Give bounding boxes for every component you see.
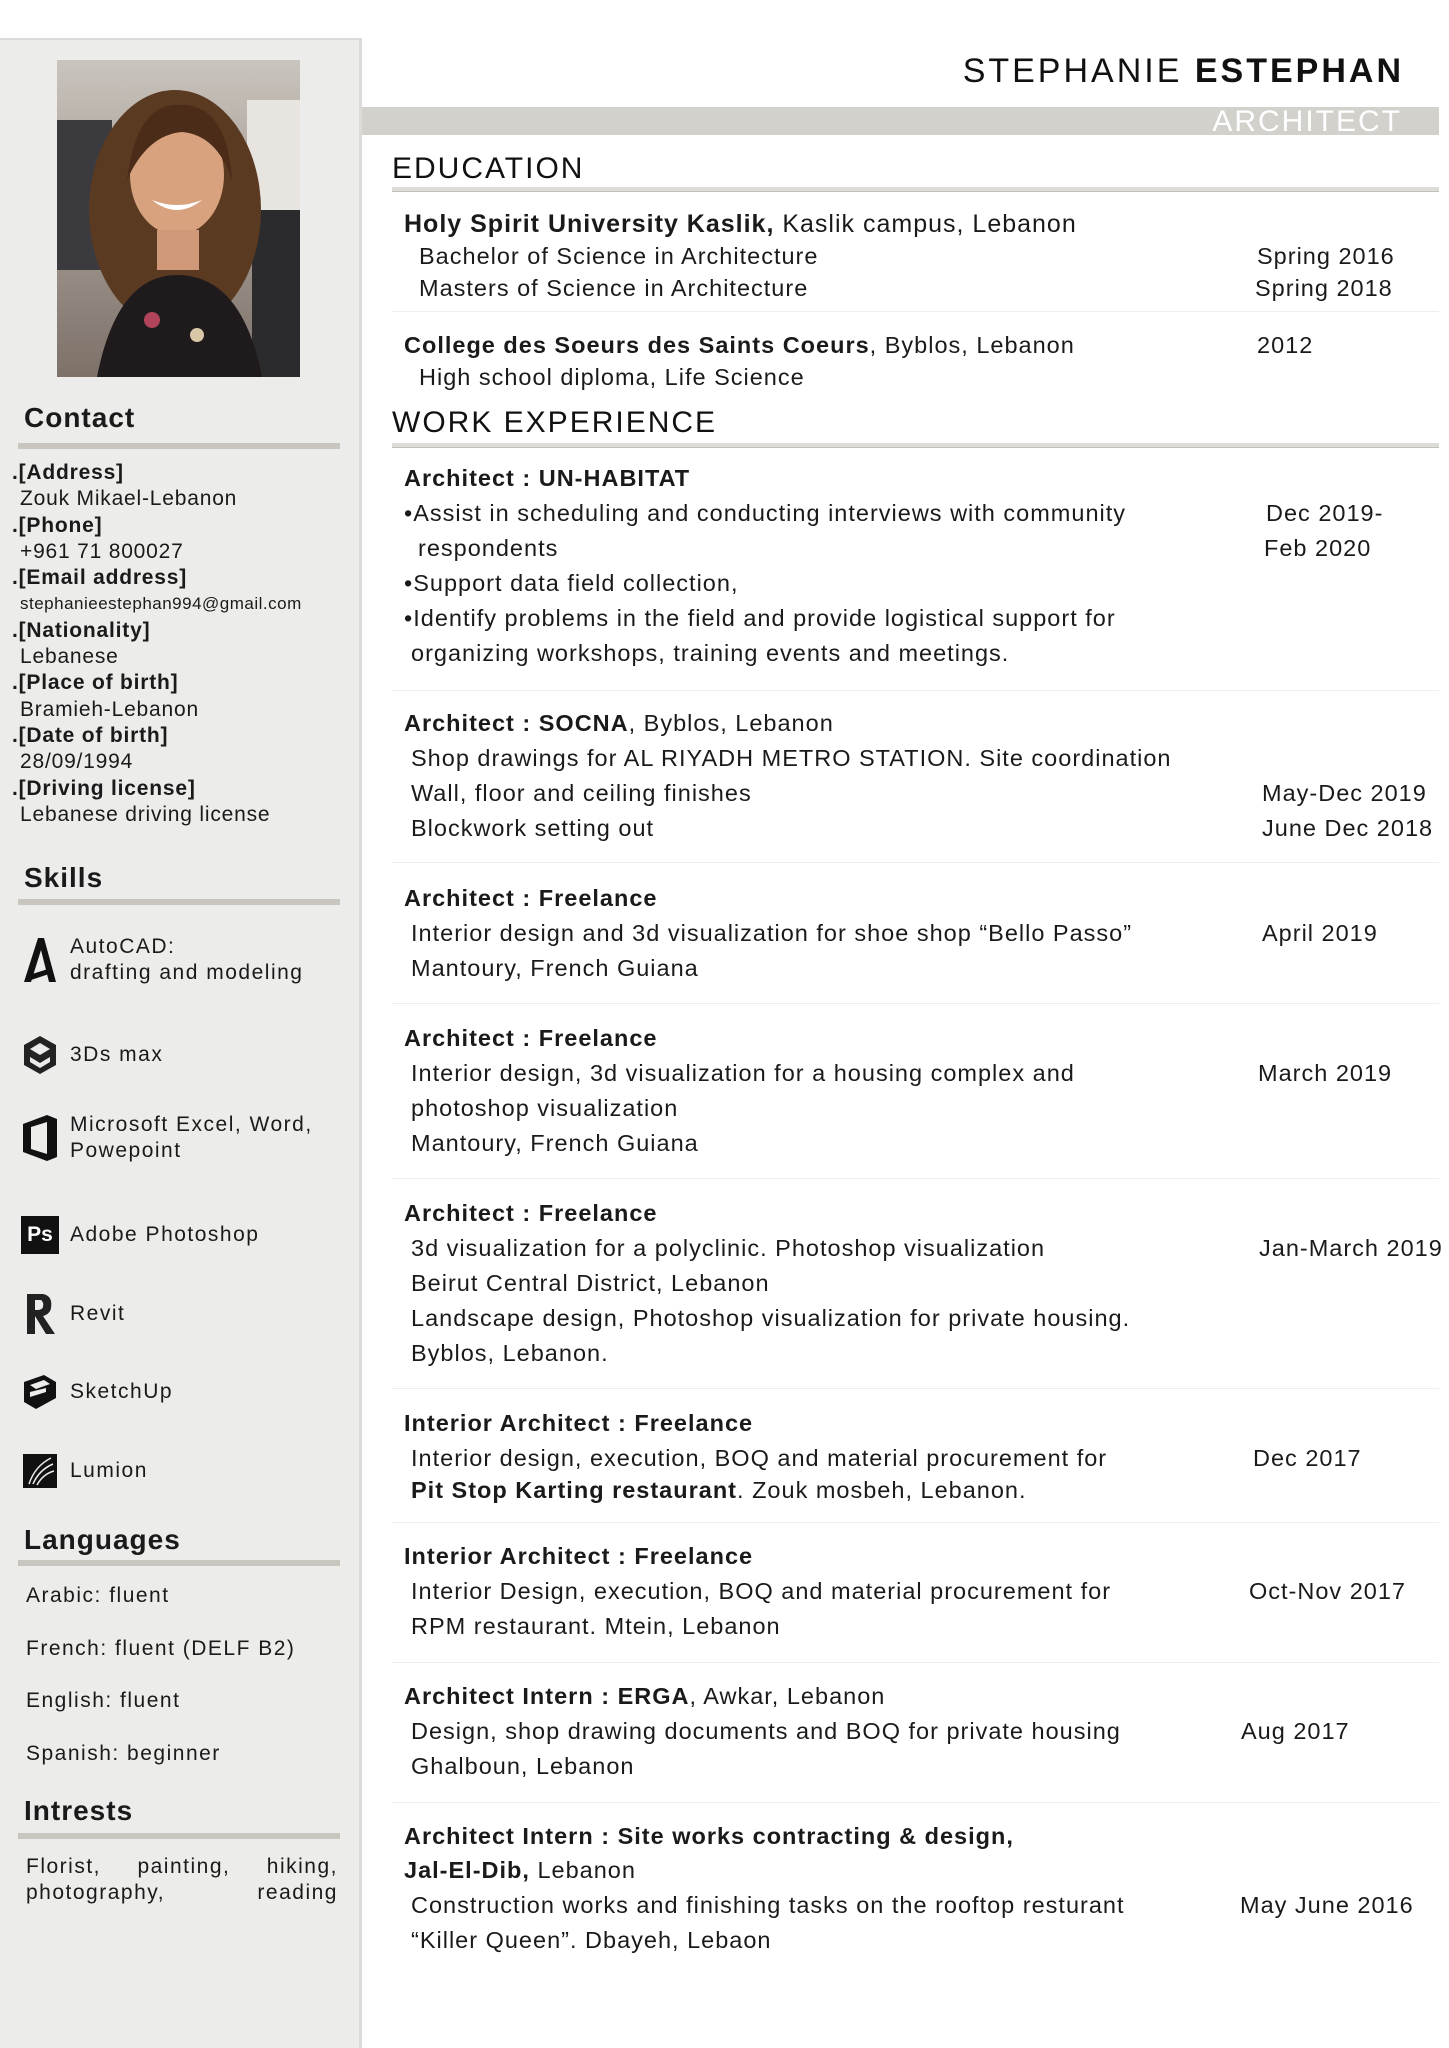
email-value[interactable]: stephanieestephan994@gmail.com — [20, 594, 302, 614]
job-title — [404, 1683, 885, 1710]
degree: Masters of Science in Architecture — [419, 275, 809, 301]
divider — [392, 1662, 1439, 1663]
skill-label: Powepoint — [70, 1139, 182, 1162]
skill-label: Revit — [70, 1302, 126, 1325]
job-detail: RPM restaurant. Mtein, Lebanon — [411, 1613, 781, 1639]
first-name: STEPHANIE — [962, 52, 1183, 90]
education-divider — [392, 187, 1439, 192]
job-detail-rest: . Zouk mosbeh, Lebanon. — [737, 1477, 1027, 1503]
job-detail: photoshop visualization — [411, 1095, 679, 1121]
job-company: Freelance — [634, 1543, 754, 1569]
revit-icon — [20, 1290, 60, 1338]
job-date: April 2019 — [1262, 920, 1378, 946]
photoshop-badge: Ps — [21, 1216, 59, 1254]
job-company: Freelance — [634, 1410, 754, 1436]
contact-heading: Contact — [24, 402, 136, 433]
school-bold: College des Soeurs des Saints Coeurs — [404, 332, 870, 358]
school-name — [404, 332, 1075, 359]
job-bullet: organizing workshops, training events and meetings. — [411, 640, 1010, 666]
job-detail: Byblos, Lebanon. — [411, 1340, 609, 1366]
job-detail: 3d visualization for a polyclinic. Photoshop visualization — [411, 1235, 1046, 1261]
skill-revit — [20, 1284, 125, 1344]
divider — [392, 311, 1439, 312]
job-role: Architect : UN-HABITAT — [404, 465, 691, 491]
contact-label: .[Phone] — [12, 513, 103, 537]
divider — [392, 1388, 1439, 1389]
job-date: June Dec 2018 — [1262, 815, 1434, 841]
skill-label: AutoCAD: — [70, 935, 176, 958]
contact-label: .[Date of birth] — [12, 723, 169, 747]
portrait-image — [57, 60, 300, 377]
contact-value: Bramieh-Lebanon — [20, 697, 199, 721]
skills-heading: Skills — [24, 862, 104, 893]
job-date: Dec 2019- — [1266, 500, 1384, 526]
job-company: SOCNA — [538, 710, 629, 736]
job-role: Architect : — [404, 1200, 539, 1226]
job-company: Freelance — [538, 1200, 658, 1226]
divider — [392, 862, 1439, 863]
divider — [392, 1178, 1439, 1179]
contact-label: .[Address] — [12, 461, 124, 484]
skill-autocad — [20, 930, 303, 990]
job-date: Aug 2017 — [1241, 1718, 1350, 1744]
job-title: ARCHITECT — [1212, 105, 1402, 138]
divider — [392, 1802, 1439, 1803]
job-company: ERGA — [617, 1683, 690, 1709]
edu-date: Spring 2018 — [1255, 275, 1393, 301]
job-location: , Byblos, Lebanon — [628, 710, 834, 736]
job-role: Architect : — [404, 710, 539, 736]
job-title — [404, 1200, 657, 1227]
interests-line: photography, reading — [26, 1881, 338, 1904]
contact-value: 28/09/1994 — [20, 750, 134, 774]
job-detail: Design, shop drawing documents and BOQ for private housing — [411, 1718, 1121, 1744]
job-date: March 2019 — [1258, 1060, 1393, 1086]
skills-divider — [18, 899, 340, 905]
language-item: Spanish: beginner — [26, 1742, 221, 1765]
degree: High school diploma, Life Science — [419, 364, 805, 390]
education-heading: EDUCATION — [392, 152, 585, 185]
job-detail: Blockwork setting out — [411, 815, 655, 841]
skill-label: Microsoft Excel, Word, — [70, 1113, 313, 1136]
job-bullet: respondents — [418, 535, 559, 561]
contact-label: .[Driving license] — [12, 776, 196, 800]
languages-heading: Languages — [24, 1524, 181, 1555]
contact-value: +961 71 800027 — [20, 539, 184, 563]
job-company: Freelance — [538, 1025, 658, 1051]
divider — [392, 1522, 1439, 1523]
divider — [392, 690, 1439, 691]
language-item: Arabic: fluent — [26, 1584, 170, 1607]
job-title — [404, 1025, 657, 1052]
skill-label: SketchUp — [70, 1380, 174, 1403]
job-company: Site works contracting & design, — [617, 1823, 1014, 1849]
job-bullet: •Support data field collection, — [404, 570, 739, 596]
job-title — [404, 885, 657, 912]
skill-office — [20, 1108, 313, 1168]
interests-text — [26, 1854, 338, 1906]
job-bullet: •Identify problems in the field and provide logistical support for — [404, 605, 1116, 631]
school-rest: , Byblos, Lebanon — [869, 332, 1075, 358]
photoshop-icon — [20, 1211, 60, 1259]
contact-value: Lebanese driving license — [20, 802, 271, 826]
contact-divider — [18, 443, 340, 449]
job-title-cont — [404, 1857, 636, 1884]
contact-label: .[Email address] — [12, 566, 188, 590]
language-item: English: fluent — [26, 1689, 181, 1712]
skill-lumion — [20, 1441, 148, 1501]
job-detail: Shop drawings for AL RIYADH METRO STATION. Site coordination — [411, 745, 1172, 771]
job-date: Dec 2017 — [1253, 1445, 1362, 1471]
office-icon — [20, 1114, 60, 1162]
contact-label: .[Nationality] — [12, 618, 151, 642]
job-title — [404, 1410, 753, 1437]
job-detail: Interior design, execution, BOQ and material procurement for — [411, 1445, 1108, 1471]
school-bold: Holy Spirit University Kaslik, — [404, 210, 775, 238]
job-detail: Construction works and finishing tasks on the rooftop resturant — [411, 1892, 1125, 1918]
job-role: Architect : — [404, 885, 539, 911]
work-heading: WORK EXPERIENCE — [392, 406, 718, 439]
3dsmax-icon — [20, 1031, 60, 1079]
job-title — [404, 710, 834, 737]
skill-label: Adobe Photoshop — [70, 1223, 260, 1246]
job-detail: Wall, floor and ceiling finishes — [411, 780, 752, 806]
job-role: Interior Architect : — [404, 1410, 635, 1436]
job-role: Architect : — [404, 1025, 539, 1051]
job-date: May-Dec 2019 — [1262, 780, 1427, 806]
job-title — [404, 1543, 753, 1570]
job-detail: Interior design and 3d visualization for shoe shop “Bello Passo” — [411, 920, 1133, 946]
job-bullet: •Assist in scheduling and conducting interviews with community — [404, 500, 1127, 526]
job-detail: “Killer Queen”. Dbayeh, Lebaon — [411, 1927, 772, 1953]
title-bar — [362, 105, 1439, 138]
contact-label: .[Place of birth] — [12, 671, 179, 695]
job-detail: Mantoury, French Guiana — [411, 955, 699, 981]
divider — [392, 1003, 1439, 1004]
job-date: Feb 2020 — [1264, 535, 1372, 561]
job-date: Oct-Nov 2017 — [1249, 1578, 1406, 1604]
edu-date: 2012 — [1257, 332, 1314, 358]
job-date: Jan-March 2019 — [1259, 1235, 1443, 1261]
interests-divider — [18, 1833, 340, 1839]
job-detail: Interior Design, execution, BOQ and material procurement for — [411, 1578, 1112, 1604]
job-location: , Awkar, Lebanon — [689, 1683, 886, 1709]
contact-list — [12, 460, 357, 828]
job-role: Interior Architect : — [404, 1543, 635, 1569]
job-detail — [411, 1477, 1027, 1504]
skill-photoshop — [20, 1205, 259, 1265]
job-detail-bold: Pit Stop Karting restaurant — [411, 1477, 738, 1503]
skill-label: drafting and modeling — [70, 961, 304, 984]
job-location: Lebanon — [529, 1857, 636, 1883]
contact-value: Zouk Mikael-Lebanon — [20, 487, 238, 511]
degree: Bachelor of Science in Architecture — [419, 243, 819, 269]
skill-label: 3Ds max — [70, 1043, 164, 1066]
job-title — [404, 465, 690, 492]
interests-heading: Intrests — [24, 1795, 134, 1826]
last-name: ESTEPHAN — [1194, 52, 1404, 90]
job-detail: Beirut Central District, Lebanon — [411, 1270, 770, 1296]
school-rest: Kaslik campus, Lebanon — [774, 210, 1077, 238]
skill-label: Lumion — [70, 1459, 148, 1482]
job-company: Freelance — [538, 885, 658, 911]
work-divider — [392, 443, 1439, 448]
job-detail: Mantoury, French Guiana — [411, 1130, 699, 1156]
skill-3dsmax — [20, 1025, 163, 1085]
skill-sketchup — [20, 1362, 173, 1422]
job-detail: Landscape design, Photoshop visualization for private housing. — [411, 1305, 1131, 1331]
job-company: Jal-El-Dib, — [404, 1857, 530, 1883]
job-role: Architect Intern : — [404, 1823, 618, 1849]
autocad-icon — [20, 936, 60, 984]
edu-date: Spring 2016 — [1257, 243, 1395, 269]
job-detail: Interior design, 3d visualization for a housing complex and — [411, 1060, 1075, 1086]
interests-line: Florist, painting, hiking, — [26, 1855, 338, 1878]
language-item: French: fluent (DELF B2) — [26, 1637, 296, 1660]
job-role: Architect Intern : — [404, 1683, 618, 1709]
school-name — [404, 210, 1077, 239]
sketchup-icon — [20, 1368, 60, 1416]
job-title — [404, 1823, 1014, 1850]
contact-value: Lebanese — [20, 645, 119, 669]
lumion-icon — [20, 1447, 60, 1495]
languages-divider — [18, 1560, 340, 1566]
profile-photo — [57, 60, 300, 377]
job-date: May June 2016 — [1240, 1892, 1414, 1918]
job-detail: Ghalboun, Lebanon — [411, 1753, 635, 1779]
full-name — [963, 52, 1404, 91]
